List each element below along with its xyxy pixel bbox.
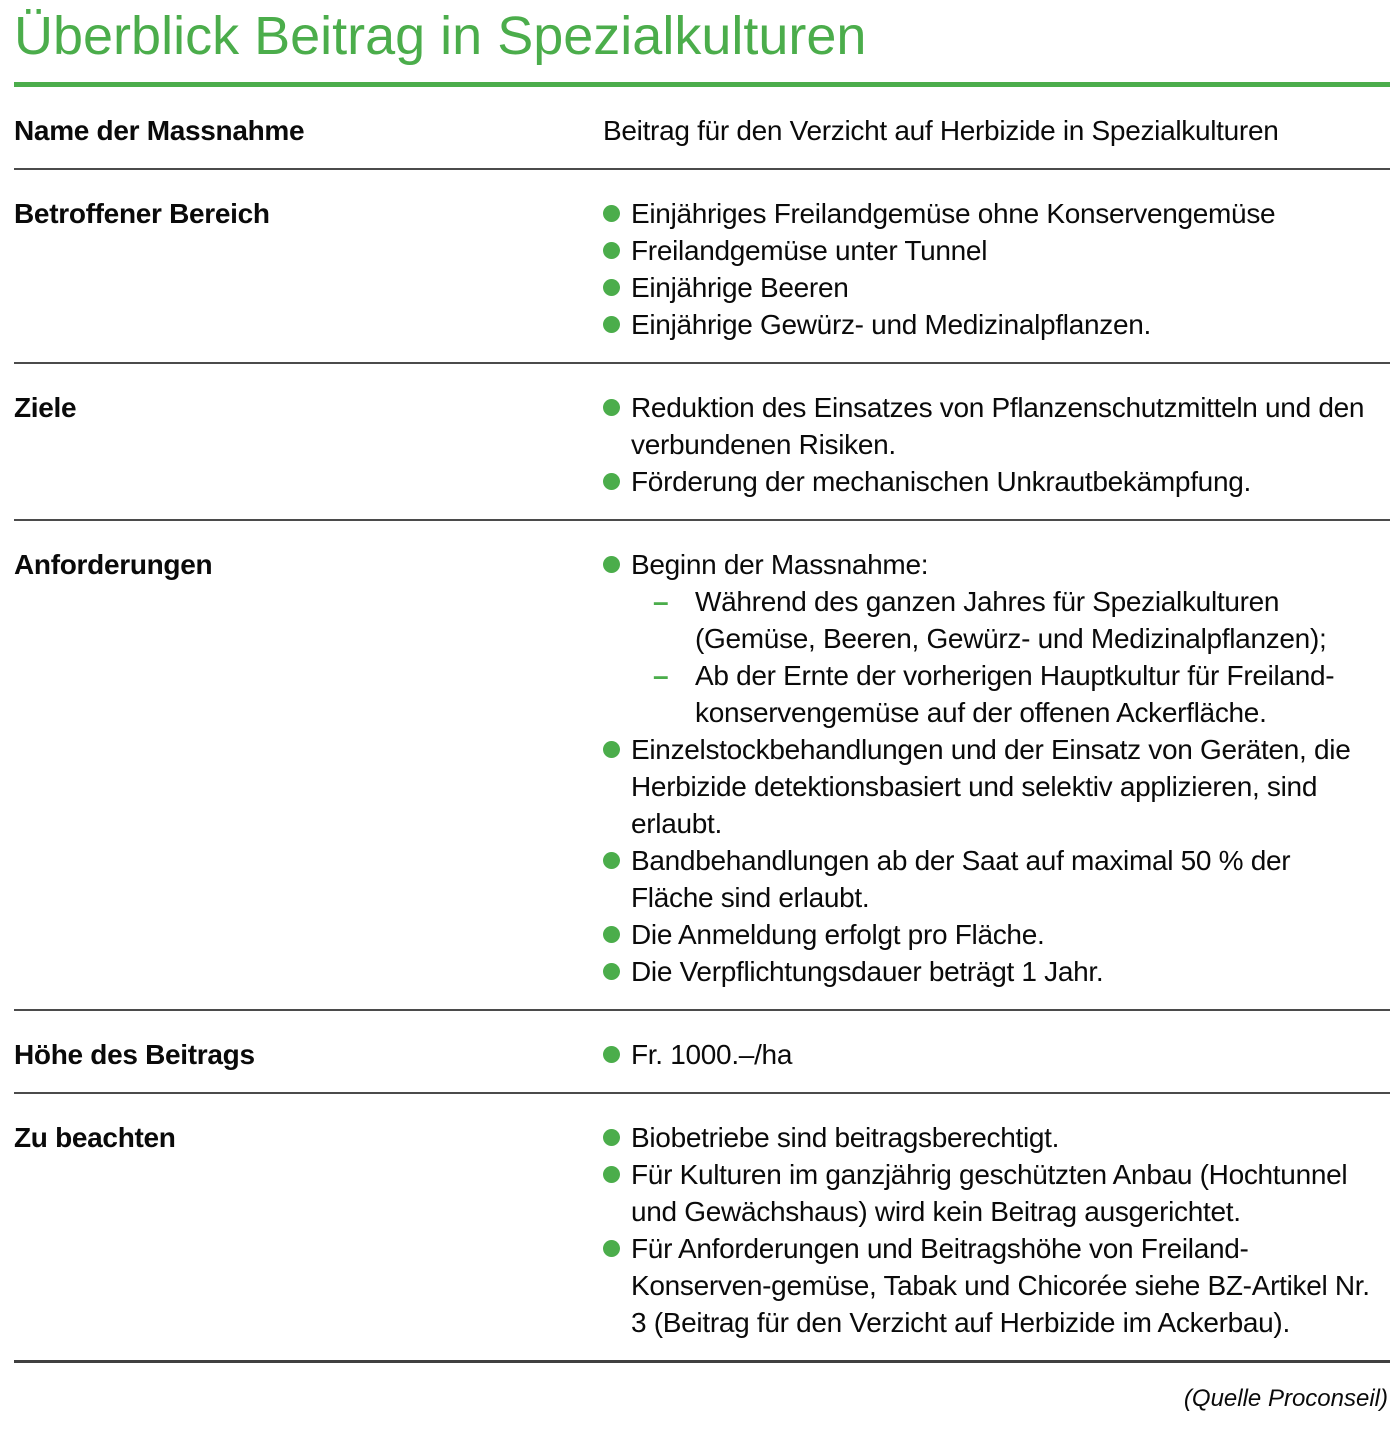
green-dot-icon (603, 1129, 620, 1146)
green-dot-icon (603, 963, 620, 980)
row-label: Ziele (14, 392, 77, 423)
bullet-item (603, 1156, 1378, 1230)
row-label: Name der Massnahme (14, 115, 305, 146)
bullet-item-text: Freilandgemüse unter Tunnel (631, 235, 988, 266)
bullet-item-text: Bandbehandlungen ab der Saat auf maximal 50 % der Fläche sind erlaubt. (631, 845, 1291, 913)
green-dot-icon (603, 1240, 620, 1257)
table-row (14, 364, 1390, 521)
bullet-item (603, 953, 1378, 990)
bullet-item (603, 195, 1378, 232)
row-content (603, 389, 1378, 500)
page-title: Überblick Beitrag in Spezialkulturen (14, 6, 867, 66)
table-row (14, 1094, 1390, 1363)
sub-bullet-item-text: Ab der Ernte der vorherigen Hauptkultur für Freiland-konservengemüse auf der offenen Ackerfläche. (695, 660, 1335, 728)
bullet-item-text: Einzelstockbehandlungen und der Einsatz von Geräten, die Herbizide detektionsbasiert und selektiv applizieren, sind erlaubt. (631, 734, 1351, 839)
row-content (603, 195, 1378, 343)
bullet-item-text: Biobetriebe sind beitragsberechtigt. (631, 1122, 1060, 1153)
row-label: Zu beachten (14, 1122, 176, 1153)
green-dot-icon (603, 242, 620, 259)
row-content (603, 1119, 1378, 1341)
table-row (14, 1011, 1390, 1094)
bullet-item-text: Die Verpflichtungsdauer beträgt 1 Jahr. (631, 956, 1104, 987)
bullet-item (603, 269, 1378, 306)
sub-bullet-item (603, 657, 1378, 731)
bullet-item (603, 389, 1378, 463)
bullet-item (603, 232, 1378, 269)
bullet-item (603, 463, 1378, 500)
bullet-item-text: Für Kulturen im ganzjährig geschützten Anbau (Hochtunnel und Gewächshaus) wird kein Beitrag ausgerichtet. (631, 1159, 1348, 1227)
green-dot-icon (603, 473, 620, 490)
row-label: Höhe des Beitrags (14, 1039, 255, 1070)
bullet-item-text: Einjährige Gewürz- und Medizinalpflanzen. (631, 309, 1151, 340)
green-dot-icon (603, 1046, 620, 1063)
green-dot-icon (603, 316, 620, 333)
row-content (603, 1036, 1378, 1073)
bullet-item-text: Fr. 1000.–/ha (631, 1039, 793, 1070)
bullet-item (603, 306, 1378, 343)
green-dash-icon: – (653, 586, 669, 617)
row-content (603, 546, 1378, 990)
bullet-item-text: Einjährige Beeren (631, 272, 849, 303)
sub-bullet-item (603, 583, 1378, 657)
bullet-item-text: Für Anforderungen und Beitragshöhe von Freiland-Konserven-gemüse, Tabak und Chicorée siehe BZ-Artikel Nr. 3 (Beitrag für den Verzicht auf Herbizide im Ackerbau). (631, 1233, 1370, 1338)
bullet-item (603, 1036, 1378, 1073)
bullet-item-text: Einjähriges Freilandgemüse ohne Konservengemüse (631, 198, 1276, 229)
bullet-item (603, 842, 1378, 916)
green-dot-icon (603, 741, 620, 758)
source-note: (Quelle Proconseil) (1183, 1385, 1388, 1412)
green-dot-icon (603, 556, 620, 573)
table-row (14, 521, 1390, 1011)
row-content (603, 112, 1378, 149)
row-label: Anforderungen (14, 549, 213, 580)
bullet-item (603, 916, 1378, 953)
bullet-item-text: Beginn der Massnahme: (631, 549, 929, 580)
green-dot-icon (603, 205, 620, 222)
table-row (14, 170, 1390, 364)
bullet-item (603, 546, 1378, 583)
green-dot-icon (603, 1166, 620, 1183)
sub-bullet-item-text: Während des ganzen Jahres für Spezialkulturen (Gemüse, Beeren, Gewürz- und Medizinalpflanzen); (695, 586, 1327, 654)
bullet-item-text: Reduktion des Einsatzes von Pflanzenschutzmitteln und den verbundenen Risiken. (631, 392, 1365, 460)
green-dash-icon: – (653, 660, 669, 691)
green-dot-icon (603, 926, 620, 943)
bullet-item (603, 1230, 1378, 1341)
green-dot-icon (603, 399, 620, 416)
green-dot-icon (603, 279, 620, 296)
bullet-item (603, 731, 1378, 842)
bullet-item-text: Förderung der mechanischen Unkrautbekämpfung. (631, 466, 1251, 497)
table-row (14, 87, 1390, 170)
overview-table (14, 87, 1390, 1363)
bullet-item-text: Die Anmeldung erfolgt pro Fläche. (631, 919, 1045, 950)
row-label: Betroffener Bereich (14, 198, 270, 229)
green-dot-icon (603, 852, 620, 869)
row-value-text: Beitrag für den Verzicht auf Herbizide in Spezialkulturen (603, 115, 1279, 146)
bullet-item (603, 1119, 1378, 1156)
